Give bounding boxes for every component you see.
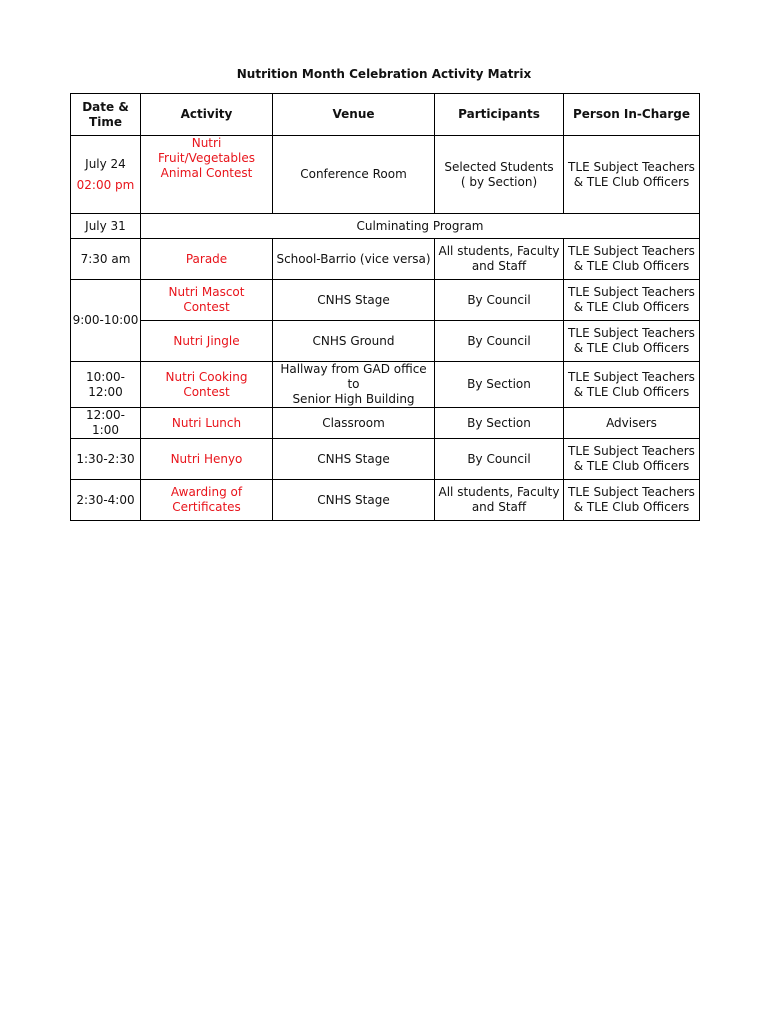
date-time-cell: 12:00- 1:00 xyxy=(71,408,141,439)
activity-cell: Nutri Mascot Contest xyxy=(141,280,273,321)
header-participants: Participants xyxy=(435,94,564,136)
participants-cell: By Section xyxy=(435,408,564,439)
person-in-charge-cell: TLE Subject Teachers & TLE Club Officers xyxy=(564,321,700,362)
venue-cell: Conference Room xyxy=(273,136,435,214)
venue-cell: Hallway from GAD office to Senior High Building xyxy=(273,362,435,408)
activity-cell: Nutri Lunch xyxy=(141,408,273,439)
date-time-cell: July 24 02:00 pm xyxy=(71,136,141,214)
participants-cell: All students, Faculty and Staff xyxy=(435,480,564,521)
date-time-cell: July 31 xyxy=(71,214,141,239)
activity-cell: Parade xyxy=(141,239,273,280)
person-in-charge-cell: TLE Subject Teachers & TLE Club Officers xyxy=(564,362,700,408)
table-row xyxy=(71,362,700,408)
table-row xyxy=(71,136,700,214)
participants-cell: By Council xyxy=(435,321,564,362)
person-in-charge-cell: TLE Subject Teachers & TLE Club Officers xyxy=(564,439,700,480)
person-in-charge-cell: Advisers xyxy=(564,408,700,439)
header-person-in-charge: Person In-Charge xyxy=(564,94,700,136)
person-in-charge-cell: TLE Subject Teachers & TLE Club Officers xyxy=(564,239,700,280)
participants-cell: By Section xyxy=(435,362,564,408)
date-time-cell: 2:30-4:00 xyxy=(71,480,141,521)
header-row xyxy=(71,94,700,136)
participants-cell: By Council xyxy=(435,439,564,480)
person-in-charge-cell: TLE Subject Teachers & TLE Club Officers xyxy=(564,280,700,321)
table-row xyxy=(71,280,700,321)
venue-cell: Classroom xyxy=(273,408,435,439)
activity-cell: Nutri Jingle xyxy=(141,321,273,362)
activity-cell: Nutri Fruit/Vegetables Animal Contest xyxy=(141,136,273,214)
participants-cell: All students, Faculty and Staff xyxy=(435,239,564,280)
venue-cell: CNHS Stage xyxy=(273,280,435,321)
table-row xyxy=(71,321,700,362)
activity-cell: Nutri Henyo xyxy=(141,439,273,480)
participants-cell: Selected Students ( by Section) xyxy=(435,136,564,214)
person-in-charge-cell: TLE Subject Teachers & TLE Club Officers xyxy=(564,136,700,214)
program-cell: Culminating Program xyxy=(141,214,700,239)
venue-cell: CNHS Stage xyxy=(273,439,435,480)
date-time-cell: 9:00-10:00 xyxy=(71,280,141,362)
venue-cell: CNHS Stage xyxy=(273,480,435,521)
table-row xyxy=(71,480,700,521)
venue-cell: CNHS Ground xyxy=(273,321,435,362)
activity-cell: Nutri Cooking Contest xyxy=(141,362,273,408)
date-time-cell: 1:30-2:30 xyxy=(71,439,141,480)
document-title: Nutrition Month Celebration Activity Matrix xyxy=(236,67,532,81)
venue-cell: School-Barrio (vice versa) xyxy=(273,239,435,280)
participants-cell: By Council xyxy=(435,280,564,321)
person-in-charge-cell: TLE Subject Teachers & TLE Club Officers xyxy=(564,480,700,521)
header-activity: Activity xyxy=(141,94,273,136)
date-time-cell: 7:30 am xyxy=(71,239,141,280)
header-date-time: Date & Time xyxy=(71,94,141,136)
date-time-cell: 10:00- 12:00 xyxy=(71,362,141,408)
activity-cell: Awarding of Certificates xyxy=(141,480,273,521)
table-row xyxy=(71,439,700,480)
activity-matrix-table xyxy=(70,93,700,521)
table-row xyxy=(71,239,700,280)
table-row xyxy=(71,214,700,239)
header-venue: Venue xyxy=(273,94,435,136)
table-row xyxy=(71,408,700,439)
